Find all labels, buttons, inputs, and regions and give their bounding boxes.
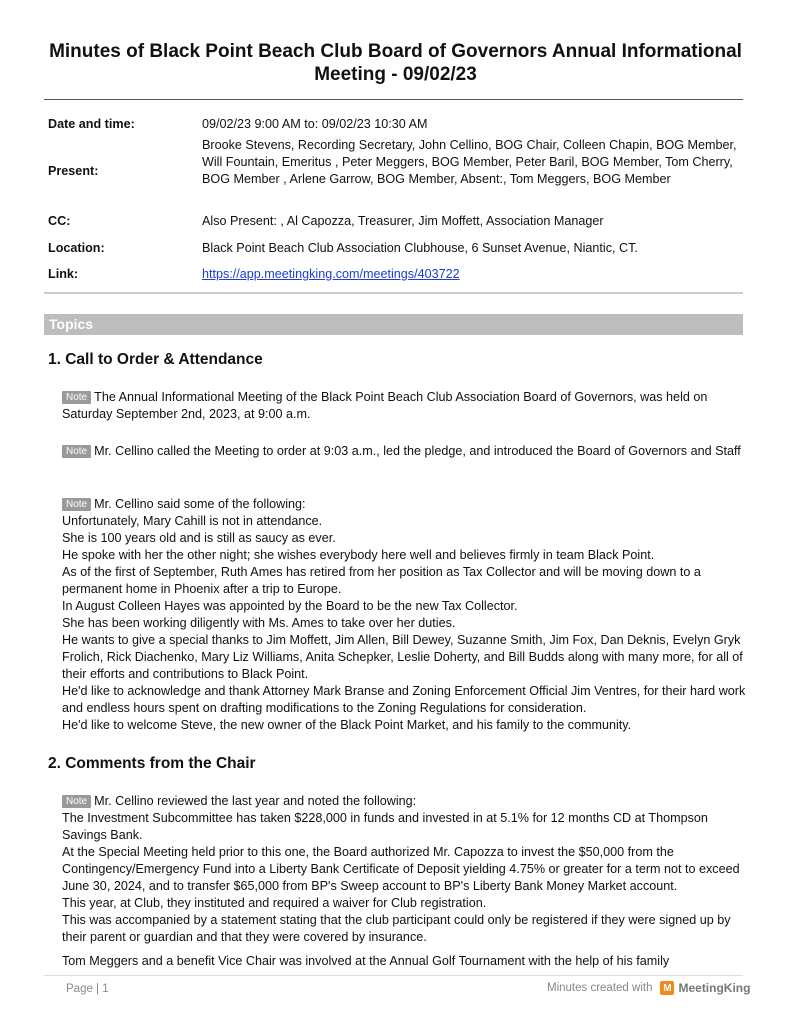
present-value: Brooke Stevens, Recording Secretary, John Cellino, BOG Chair, Colleen Chapin, BOG Member, Will Fountain, Emeritus , Peter Meggers, BOG Member, Peter Baril, BOG Member, Tom Cherry, BOG Member , Arlene Garrow, BOG Member, Absent:, Tom Meggers, BOG Member	[202, 138, 737, 186]
page-break-cut-line: Tom Meggers and a benefit Vice Chair was involved at the Annual Golf Tournament with the help of his family	[62, 954, 670, 968]
note-line: At the Special Meeting held prior to this one, the Board authorized Mr. Capozza to invest the $50,000 from the Contingency/Emergency Fund into a Liberty Bank Certificate of Deposit yielding 4.75% or greater for a term not to exceed June 30, 2024, and to transfer $65,000 from BP's Sweep account to BP's Liberty Bank Money Market account.	[62, 845, 740, 893]
topics-header: Topics	[44, 314, 743, 335]
section-1-note-1	[62, 389, 752, 423]
note-line: She has been working diligently with Ms. Ames to take over her duties.	[62, 616, 456, 630]
note-line: This was accompanied by a statement stating that the club participant could only be registered if they were signed up by their parent or guardian and that they were covered by insurance.	[62, 913, 731, 944]
page-number: Page | 1	[66, 983, 109, 995]
note-line: This year, at Club, they instituted and required a waiver for Club registration.	[62, 896, 487, 910]
meetingking-logo-icon: M	[660, 981, 674, 995]
footer-credit	[547, 981, 750, 995]
note-text: Mr. Cellino called the Meeting to order at 9:03 a.m., led the pledge, and introduced the Board of Governors and Staff	[94, 444, 741, 458]
note-line: The Investment Subcommittee has taken $228,000 in funds and invested in at 5.1% for 12 months CD at Thompson Savings Bank.	[62, 811, 708, 842]
meta-divider	[44, 292, 743, 294]
note-badge: Note	[62, 498, 91, 511]
footer-divider	[44, 975, 743, 976]
note-line: He spoke with her the other night; she wishes everybody here well and believes firmly in team Black Point.	[62, 548, 655, 562]
cc-label: CC:	[48, 214, 71, 228]
meeting-link[interactable]: https://app.meetingking.com/meetings/403722	[202, 267, 460, 281]
section-1-heading: 1. Call to Order & Attendance	[48, 351, 263, 368]
location-value: Black Point Beach Club Association Clubhouse, 6 Sunset Avenue, Niantic, CT.	[202, 241, 638, 255]
link-label: Link:	[48, 267, 79, 281]
location-label: Location:	[48, 241, 105, 255]
note-line: As of the first of September, Ruth Ames has retired from her position as Tax Collector and will be moving down to a permanent home in Phoenix after a trip to Europe.	[62, 565, 701, 596]
meetingking-logo: M MeetingKing	[660, 981, 750, 995]
note-badge: Note	[62, 391, 91, 404]
date-label: Date and time:	[48, 117, 135, 131]
document-title: Minutes of Black Point Beach Club Board of Governors Annual Informational Meeting - 09/02/23	[49, 41, 742, 85]
note-badge: Note	[62, 445, 91, 458]
note-line: In August Colleen Hayes was appointed by the Board to be the new Tax Collector.	[62, 599, 518, 613]
section-2-heading: 2. Comments from the Chair	[48, 755, 256, 772]
date-value: 09/02/23 9:00 AM to: 09/02/23 10:30 AM	[202, 117, 428, 131]
note-text: Mr. Cellino reviewed the last year and noted the following:	[94, 794, 417, 808]
note-line: He'd like to acknowledge and thank Attorney Mark Branse and Zoning Enforcement Official Jim Ventres, for their hard work and endless hours spent on drafting modifications to the Zoning Regulations for consideration.	[62, 684, 746, 715]
note-line: He'd like to welcome Steve, the new owner of the Black Point Market, and his family to the community.	[62, 718, 632, 732]
note-line: Unfortunately, Mary Cahill is not in attendance.	[62, 514, 323, 528]
note-line: He wants to give a special thanks to Jim Moffett, Jim Allen, Bill Dewey, Suzanne Smith, Jim Fox, Dan Deknis, Evelyn Gryk Frolich, Rick Diachenko, Mary Liz Williams, Anita Schepker, Leslie Doherty, and Bill Budds along with many more, for all of their efforts and contributions to Black Point.	[62, 633, 743, 681]
section-2-note-1	[62, 793, 752, 946]
note-text: The Annual Informational Meeting of the Black Point Beach Club Association Board of Governors, was held on Saturday September 2nd, 2023, at 9:00 a.m.	[62, 390, 708, 421]
note-badge: Note	[62, 795, 91, 808]
section-1-note-3	[62, 496, 752, 734]
cc-value: Also Present: , Al Capozza, Treasurer, Jim Moffett, Association Manager	[202, 214, 604, 228]
present-label: Present:	[48, 164, 99, 178]
note-text: Mr. Cellino said some of the following:	[94, 497, 306, 511]
note-line: She is 100 years old and is still as saucy as ever.	[62, 531, 336, 545]
section-1-note-2	[62, 443, 752, 460]
created-with-text: Minutes created with	[547, 982, 653, 994]
title-divider	[44, 99, 743, 100]
